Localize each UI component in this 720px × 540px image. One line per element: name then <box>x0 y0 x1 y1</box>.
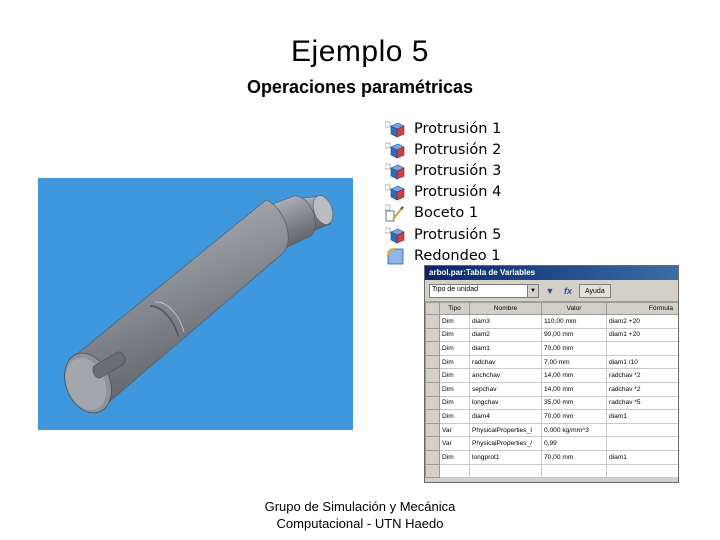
function-icon[interactable]: fx <box>563 285 572 296</box>
slide-footer <box>230 498 490 532</box>
table-cell[interactable]: diam2 +20 <box>607 315 680 329</box>
table-cell[interactable] <box>440 464 470 478</box>
table-cell[interactable]: diam3 <box>470 315 542 329</box>
table-cell[interactable]: longchav <box>470 396 542 410</box>
table-cell[interactable]: 0,000 kg/mm^3 <box>542 423 607 437</box>
window-title: arbol.par:Tabla de Variables <box>425 266 678 280</box>
tree-item-label: Protrusión 1 <box>414 120 502 137</box>
row-selector[interactable] <box>426 423 440 437</box>
tree-item-label: Protrusión 4 <box>414 184 502 201</box>
tree-item-protrusion-2[interactable] <box>385 139 525 160</box>
table-cell[interactable]: radchav <box>470 355 542 369</box>
table-cell[interactable]: 70,00 mm <box>542 342 607 356</box>
table-body <box>426 315 680 478</box>
table-cell[interactable]: 110,00 mm <box>542 315 607 329</box>
table-cell[interactable]: radchav *2 <box>607 382 680 396</box>
table-cell[interactable]: Dim <box>440 355 470 369</box>
row-selector[interactable] <box>426 396 440 410</box>
row-selector[interactable] <box>426 315 440 329</box>
table-row[interactable] <box>426 382 680 396</box>
table-cell[interactable]: Dim <box>440 369 470 383</box>
table-cell[interactable]: diam1 +20 <box>607 328 680 342</box>
table-row-empty[interactable] <box>426 464 680 478</box>
row-selector[interactable] <box>426 437 440 451</box>
chevron-down-icon[interactable]: ▼ <box>527 285 538 297</box>
tree-item-protrusion-1[interactable] <box>385 118 525 139</box>
table-row[interactable] <box>426 410 680 424</box>
table-cell[interactable] <box>607 464 680 478</box>
table-cell[interactable]: PhysicalProperties_/ <box>470 437 542 451</box>
model-viewport[interactable] <box>38 178 353 430</box>
table-cell[interactable]: 70,00 mm <box>542 410 607 424</box>
table-cell[interactable]: diam1 <box>607 410 680 424</box>
tree-item-label: Protrusión 5 <box>414 226 502 243</box>
tree-item-protrusion-5[interactable] <box>385 224 525 245</box>
sketch-icon <box>385 204 405 222</box>
table-row[interactable] <box>426 355 680 369</box>
row-selector[interactable] <box>426 369 440 383</box>
table-cell[interactable] <box>607 423 680 437</box>
table-cell[interactable]: diam4 <box>470 410 542 424</box>
table-cell[interactable]: 14,00 mm <box>542 382 607 396</box>
protrusion-icon <box>385 226 405 244</box>
table-header-row <box>426 303 680 315</box>
protrusion-icon <box>385 141 405 159</box>
help-button[interactable]: Ayuda <box>579 284 611 298</box>
filter-icon[interactable]: ▼ <box>545 285 555 296</box>
protrusion-icon <box>385 120 405 138</box>
variable-toolbar <box>425 280 678 302</box>
protrusion-icon <box>385 162 405 180</box>
table-cell[interactable]: Dim <box>440 450 470 464</box>
table-cell[interactable] <box>470 464 542 478</box>
shaft-model <box>38 178 353 430</box>
row-selector[interactable] <box>426 382 440 396</box>
table-cell[interactable] <box>607 342 680 356</box>
table-cell[interactable]: Dim <box>440 410 470 424</box>
unit-type-dropdown[interactable] <box>429 284 539 298</box>
table-cell[interactable]: anchchav <box>470 369 542 383</box>
tree-item-label: Protrusión 3 <box>414 162 502 179</box>
table-row[interactable] <box>426 437 680 451</box>
table-row[interactable] <box>426 450 680 464</box>
table-cell[interactable]: Dim <box>440 315 470 329</box>
table-cell[interactable]: Var <box>440 423 470 437</box>
tree-item-label: Redondeo 1 <box>414 247 501 264</box>
table-cell[interactable]: diam1 /10 <box>607 355 680 369</box>
table-cell[interactable]: Dim <box>440 382 470 396</box>
row-selector[interactable] <box>426 355 440 369</box>
variable-table-window <box>424 265 679 483</box>
slide-title: Ejemplo 5 <box>291 35 429 68</box>
table-cell[interactable] <box>607 437 680 451</box>
column-header[interactable]: Tipo <box>440 303 470 315</box>
table-cell[interactable]: 0,99 <box>542 437 607 451</box>
table-cell[interactable]: 7,00 mm <box>542 355 607 369</box>
column-header[interactable]: Fórmula <box>607 303 680 315</box>
table-cell[interactable] <box>426 464 440 478</box>
tree-item-fillet-1[interactable] <box>385 245 525 266</box>
table-cell[interactable]: diam1 <box>470 342 542 356</box>
table-cell[interactable]: 35,00 mm <box>542 396 607 410</box>
slide-subtitle: Operaciones paramétricas <box>246 77 474 97</box>
table-cell[interactable]: diam2 <box>470 328 542 342</box>
table-cell[interactable]: longprot1 <box>470 450 542 464</box>
row-selector[interactable] <box>426 450 440 464</box>
row-selector[interactable] <box>426 410 440 424</box>
table-row[interactable] <box>426 328 680 342</box>
tree-item-protrusion-4[interactable] <box>385 182 525 203</box>
column-header[interactable]: Nombre <box>470 303 542 315</box>
table-cell[interactable]: 90,00 mm <box>542 328 607 342</box>
footer-line: Grupo de Simulación y Mecánica <box>264 499 456 514</box>
table-row[interactable] <box>426 396 680 410</box>
table-row[interactable] <box>426 423 680 437</box>
table-cell[interactable]: Dim <box>440 342 470 356</box>
table-cell[interactable]: PhysicalProperties_I <box>470 423 542 437</box>
tree-item-label: Boceto 1 <box>414 205 479 222</box>
unit-type-value: Tipo de unidad <box>432 285 479 293</box>
fillet-icon <box>385 247 405 265</box>
tree-item-protrusion-3[interactable] <box>385 160 525 181</box>
variables-table <box>425 302 679 478</box>
tree-item-label: Protrusión 2 <box>414 141 502 158</box>
table-row[interactable] <box>426 315 680 329</box>
table-row[interactable] <box>426 369 680 383</box>
table-cell[interactable]: Dim <box>440 328 470 342</box>
table-cell[interactable]: Var <box>440 437 470 451</box>
feature-tree <box>385 118 525 266</box>
tree-item-sketch-1[interactable] <box>385 203 525 224</box>
table-cell[interactable]: diam1 <box>607 450 680 464</box>
table-cell[interactable]: radchav *2 <box>607 369 680 383</box>
table-cell[interactable]: 70,00 mm <box>542 450 607 464</box>
row-selector[interactable] <box>426 342 440 356</box>
table-cell[interactable]: Dim <box>440 396 470 410</box>
column-header[interactable]: Valor <box>542 303 607 315</box>
row-selector[interactable] <box>426 328 440 342</box>
table-cell[interactable]: sepchav <box>470 382 542 396</box>
table-cell[interactable] <box>542 464 607 478</box>
table-cell[interactable]: radchav *5 <box>607 396 680 410</box>
table-row[interactable] <box>426 342 680 356</box>
protrusion-icon <box>385 183 405 201</box>
footer-line: Computacional - UTN Haedo <box>276 516 444 531</box>
table-cell[interactable]: 14,00 mm <box>542 369 607 383</box>
row-selector-header <box>426 303 440 315</box>
